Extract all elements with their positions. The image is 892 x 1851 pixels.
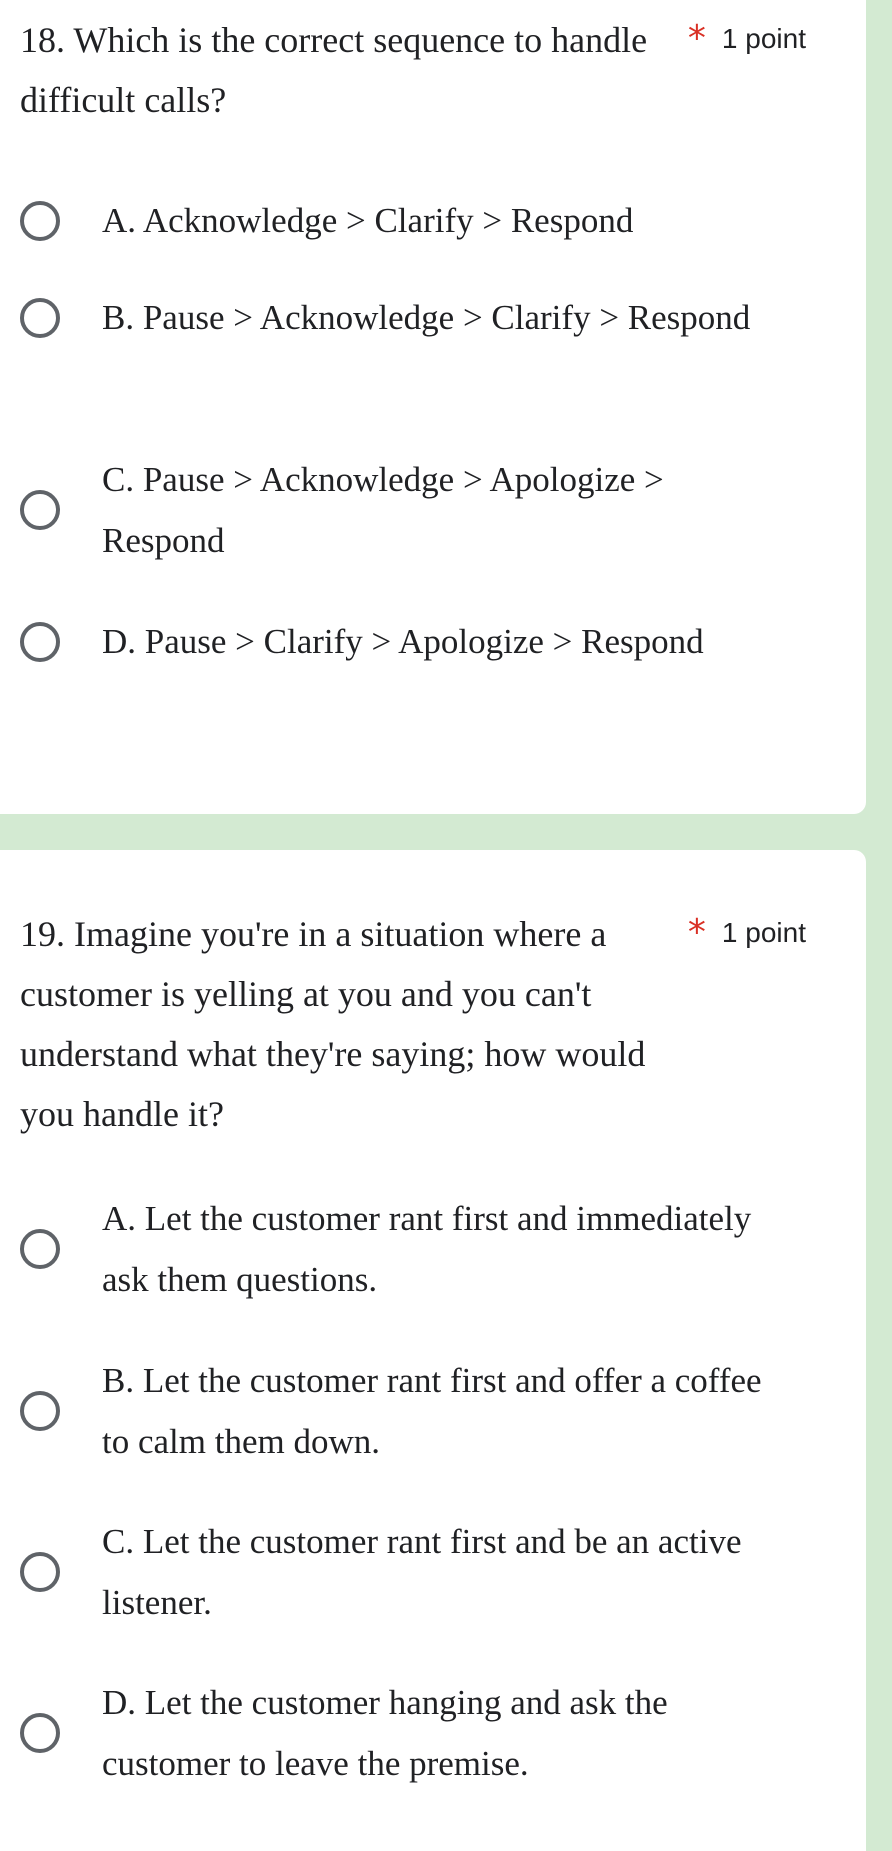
- option-label: D. Pause > Clarify > Apologize > Respond: [102, 622, 704, 661]
- radio-button[interactable]: [20, 201, 60, 241]
- option-label: A. Let the customer rant first and immediately ask them questions.: [102, 1199, 752, 1299]
- option-c[interactable]: [20, 1511, 830, 1633]
- radio-button[interactable]: [20, 1391, 60, 1431]
- radio-button[interactable]: [20, 1229, 60, 1269]
- radio-button[interactable]: [20, 298, 60, 338]
- option-label: D. Let the customer hanging and ask the customer to leave the premise.: [102, 1683, 668, 1783]
- option-label: C. Let the customer rant first and be an active listener.: [102, 1522, 742, 1622]
- option-a[interactable]: [20, 190, 830, 251]
- radio-button[interactable]: [20, 622, 60, 662]
- option-label: C. Pause > Acknowledge > Apologize > Respond: [102, 460, 664, 560]
- option-label: A. Acknowledge > Clarify > Respond: [102, 201, 634, 240]
- option-label: B. Let the customer rant first and offer a coffee to calm them down.: [102, 1361, 762, 1461]
- required-star-icon: *: [687, 18, 706, 59]
- question-meta: [688, 912, 806, 953]
- points-label: 1 point: [721, 916, 806, 948]
- question-card-19: [0, 850, 866, 1851]
- radio-button[interactable]: [20, 1552, 60, 1592]
- option-label: B. Pause > Acknowledge > Clarify > Respond: [102, 298, 751, 337]
- option-b[interactable]: [20, 1350, 830, 1472]
- required-star-icon: *: [687, 912, 706, 953]
- radio-button[interactable]: [20, 490, 60, 530]
- points-label: 1 point: [721, 22, 806, 54]
- question-title: 19. Imagine you're in a situation where a customer is yelling at you and you can't understand what they're saying; how would you handle it?: [20, 914, 646, 1134]
- option-a[interactable]: [20, 1188, 830, 1310]
- question-title: 18. Which is the correct sequence to handle difficult calls?: [20, 20, 648, 120]
- question-meta: [688, 18, 806, 59]
- option-d[interactable]: [20, 611, 830, 672]
- question-card-18: [0, 0, 866, 814]
- option-c[interactable]: [20, 449, 830, 571]
- option-b[interactable]: [20, 287, 830, 348]
- option-d[interactable]: [20, 1672, 830, 1794]
- radio-button[interactable]: [20, 1713, 60, 1753]
